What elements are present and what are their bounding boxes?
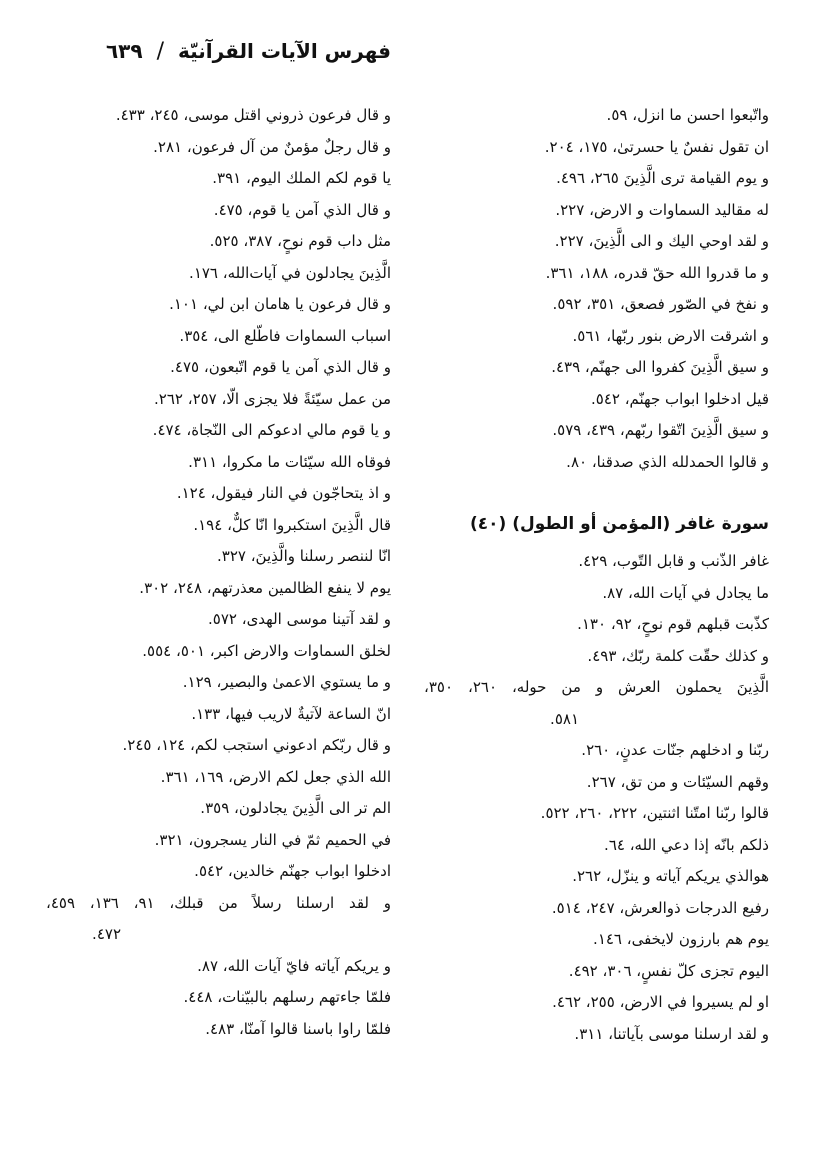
index-line: ذلكم بانّه إذا دعي الله، ٦٤. bbox=[604, 835, 769, 854]
index-line: فوقاه الله سيّئات ما مكروا، ٣١١. bbox=[188, 452, 391, 471]
index-line: يا قوم لكم الملك اليوم، ٣٩١. bbox=[212, 169, 391, 187]
index-line: و لقد اوحي اليك و الى الَّذِينَ، ٢٢٧. bbox=[554, 232, 769, 250]
index-line-wrapped: الَّذِينَ يحملون العرش و من حوله، ٢٦٠، ٣٥٠، bbox=[424, 678, 769, 696]
index-line: و قالوا الحمدلله الذي صدقنا، ٨٠. bbox=[566, 452, 769, 471]
index-line: و قال الذي آمن يا قوم، ٤٧٥. bbox=[213, 200, 391, 219]
index-line: غافر الذّنب و قابل التّوب، ٤٢٩. bbox=[578, 552, 769, 570]
index-line: و نفخ في الصّور فصعق، ٣٥١، ٥٩٢. bbox=[552, 295, 769, 313]
index-line: فلمّا راوا باسنا قالوا آمنّا، ٤٨٣. bbox=[205, 1019, 391, 1038]
index-line: و يوم القيامة ترى الَّذِينَ ٢٦٥، ٤٩٦. bbox=[556, 169, 769, 187]
right-column bbox=[424, 100, 769, 1050]
index-line: او لم يسيروا في الارض، ٢٥٥، ٤٦٢. bbox=[552, 993, 769, 1011]
index-line: و قال الذي آمن يا قوم اتّبعون، ٤٧٥. bbox=[170, 358, 391, 376]
index-line: اليوم تجزى كلّ نفسٍ، ٣٠٦، ٤٩٢. bbox=[568, 961, 769, 980]
index-line: و قال فرعون يا هامان ابن لي، ١٠١. bbox=[169, 295, 391, 313]
index-line: يوم لا ينفع الظالمين معذرتهم، ٢٤٨، ٣٠٢. bbox=[139, 578, 391, 597]
running-head-title: فهرس الآيات القرآنيّة bbox=[178, 39, 391, 63]
index-line: و ما قدروا الله حقّ قدره، ١٨٨، ٣٦١. bbox=[545, 263, 769, 282]
index-line: كذّبت قبلهم قوم نوحٍ، ٩٢، ١٣٠. bbox=[577, 615, 769, 633]
index-line: هوالذي يريكم آياته و ينزّل، ٢٦٢. bbox=[572, 867, 769, 885]
page-number: ٦٣٩ bbox=[105, 39, 143, 63]
index-line: ربّنا و ادخلهم جنّات عدنٍ، ٢٦٠. bbox=[581, 741, 769, 759]
index-line: مثل داب قوم نوحٍ، ٣٨٧، ٥٢٥. bbox=[209, 232, 391, 250]
index-line: و يا قوم مالي ادعوكم الى النّجاة، ٤٧٤. bbox=[152, 421, 391, 439]
index-line: و قال ربّكم ادعوني استجب لكم، ١٢٤، ٢٤٥. bbox=[122, 736, 391, 754]
index-line: قالوا ربّنا امتّنا اثنتين، ٢٢٢، ٢٦٠، ٥٢٢. bbox=[540, 804, 769, 822]
index-line: ادخلوا ابواب جهنّم خالدين، ٥٤٢. bbox=[194, 862, 391, 880]
index-line: الم تر الى الَّذِينَ يجادلون، ٣٥٩. bbox=[200, 799, 391, 817]
index-line: له مقاليد السماوات و الارض، ٢٢٧. bbox=[555, 200, 769, 219]
index-line: قال الَّذِينَ استكبروا انّا كلٌّ، ١٩٤. bbox=[193, 515, 391, 534]
index-line: و اذ يتحاجّون في النار فيقول، ١٢٤. bbox=[176, 484, 391, 502]
left-column bbox=[46, 100, 391, 1045]
index-line: اسباب السماوات فاطّلع الى، ٣٥٤. bbox=[179, 326, 391, 345]
index-line-continuation: ٥٨١. bbox=[550, 709, 579, 728]
index-line: و لقد آتينا موسى الهدى، ٥٧٢. bbox=[208, 610, 391, 628]
index-line: يوم هم بارزون لايخفى، ١٤٦. bbox=[593, 930, 769, 948]
index-line: و كذلك حقّت كلمة ربّك، ٤٩٣. bbox=[587, 646, 769, 665]
index-line: رفيع الدرجات ذوالعرش، ٢٤٧، ٥١٤. bbox=[551, 898, 769, 917]
index-line: الَّذِينَ يجادلون في آيات‌الله، ١٧٦. bbox=[189, 263, 391, 282]
index-line: فلمّا جاءتهم رسلهم بالبيّنات، ٤٤٨. bbox=[183, 988, 391, 1006]
index-line: ما يجادل في آيات الله، ٨٧. bbox=[602, 583, 769, 602]
index-line: و ما يستوي الاعمىٰ والبصير، ١٢٩. bbox=[182, 673, 391, 691]
section-gap bbox=[424, 478, 769, 506]
index-line: و قال فرعون ذروني اقتل موسى، ٢٤٥، ٤٣٣. bbox=[115, 106, 391, 124]
index-line: وقهم السيّئات و من تق، ٢٦٧. bbox=[586, 772, 769, 791]
index-line: من عمل سيّئةً فلا يجزى الّا، ٢٥٧، ٢٦٢. bbox=[154, 389, 391, 408]
index-line: في الحميم ثمّ في النار يسجرون، ٣٢١. bbox=[154, 830, 391, 849]
index-line: و يريكم آياته فايّ آيات الله، ٨٧. bbox=[197, 956, 391, 975]
index-line: انّ الساعة لآتيةٌ لاريب فيها، ١٣٣. bbox=[191, 704, 391, 723]
index-line: لخلق السماوات والارض اكبر، ٥٠١، ٥٥٤. bbox=[142, 641, 391, 660]
index-line: واتّبعوا احسن ما انزل، ٥٩. bbox=[606, 106, 769, 124]
index-line-continuation: ٤٧٢. bbox=[92, 925, 121, 943]
index-line: و لقد ارسلنا موسى بآياتنا، ٣١١. bbox=[574, 1024, 769, 1043]
running-head-separator: / bbox=[156, 38, 164, 64]
index-line: و سيق الَّذِينَ اتّقوا ربّهم، ٤٣٩، ٥٧٩. bbox=[552, 421, 769, 439]
surah-heading: سورة غافر (المؤمن أو الطول) (٤٠) bbox=[469, 514, 769, 534]
index-line: قيل ادخلوا ابواب جهنّم، ٥٤٢. bbox=[590, 389, 769, 408]
index-line: و سيق الَّذِينَ كفروا الى جهنّم، ٤٣٩. bbox=[551, 358, 769, 376]
index-line: و اشرقت الارض بنور ربّها، ٥٦١. bbox=[572, 326, 769, 345]
index-line: انّا لننصر رسلنا والَّذِينَ، ٣٢٧. bbox=[216, 547, 391, 565]
index-line: ان تقول نفسٌ يا حسرتىٰ، ١٧٥، ٢٠٤. bbox=[544, 137, 769, 156]
index-line: و قال رجلٌ مؤمنٌ من آل فرعون، ٢٨١. bbox=[153, 137, 391, 156]
index-line-wrapped: و لقد ارسلنا رسلاً من قبلك، ٩١، ١٣٦، ٤٥٩، bbox=[46, 893, 391, 912]
index-line: الله الذي جعل لكم الارض، ١٦٩، ٣٦١. bbox=[160, 767, 391, 786]
running-head bbox=[31, 34, 391, 68]
